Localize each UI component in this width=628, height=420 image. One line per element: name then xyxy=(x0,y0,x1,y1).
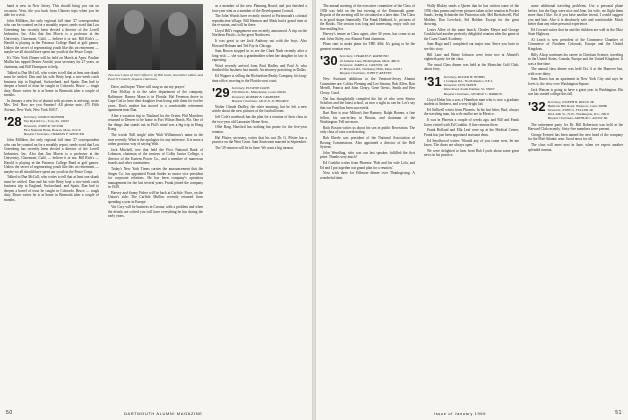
class-officers: Secretary, CHARLES F. RAYMOND 16 Jenkins Lane, Birmingham, Mich. 48010 Treasurer, JAMES A. CANNON, JR. 47 Harvard Rd., Wellesley Hills, Mass. 02181 Bequest Chairman, JOHN F. REEVES xyxy=(339,54,402,76)
paragraph: The '29 reunion will be in June. We want a big turnout. xyxy=(215,145,295,150)
photo-caption: Two new Class of 1927 officers: (l) Bill Scott, newsletter editor, and Paul O'Connell, bequest chairman. xyxy=(108,73,203,82)
class-officers: Secretary, OSMUN SKINNER Van Dyk Rd Co., Troy, Pa. 16947 Treasurer, JOHN R. VICTOR First National Bank, Boston, Mass. 02110 Bequest Chairman, CHARLES F. SPENCER xyxy=(23,115,84,137)
paragraph: Lloyd Hill's engagement was recently announced. A trip on the Northern Pacific, to the great Northwest. xyxy=(212,28,307,38)
paragraph: The words 'Still single' after Walt Williamson's name in the note recently. What is the apologies for any inference. It is more a rather gracious way of saying Walt. xyxy=(108,133,203,147)
paragraph: Jeff Cole's notebook has the plan for a reunion of their class in the two-year old Lancaster Home Area. xyxy=(212,115,307,124)
right-page xyxy=(316,0,628,420)
class-31-header xyxy=(424,75,519,96)
paragraph: New Assistant additions to the Vermont-Jersey Alumni Committee are: Colfax Fleming and Lee Stearns, Bob Allen, Bart Merrill, Francis and John Cleary, Gene Oresic, Smith and Ben Cleary. Good. xyxy=(320,77,415,95)
class-year: '28 xyxy=(4,114,22,130)
paragraph: Frank Holland and Ella Leaf were up at the Medical Center, Frank has just been appointed assistant dean. xyxy=(424,128,519,137)
paragraph: as a member of the new Planning Board, and just finished a four-year stint as a member of the Development Council. xyxy=(212,4,307,13)
paragraph: Sam Hugo and I completed our major tour. Since you have to see this story. xyxy=(424,42,519,51)
paragraph: George Evenett has been named the new head of the company for the Mid-Atlantic area. Good news for all. xyxy=(528,132,623,142)
class-28-header xyxy=(4,115,99,136)
paragraph: Ed Conklin writes from Phoenix: 'Bob and his wife Lola, and Ed and I put together our grand plan for a reunion.' xyxy=(320,161,415,170)
left-column-3 xyxy=(212,4,307,406)
paragraph: Bill Lane and Bettie Johnson were front row at Ahmed's eightieth party for the class. xyxy=(424,52,519,62)
paragraph: John Wendling, who was our last speaker, fulfilled the first prize. Thanks very much! xyxy=(320,150,415,160)
paragraph: Dave, and hopes 'There will snag us out my prayer.' xyxy=(111,84,186,89)
page-number: 51 xyxy=(615,410,622,416)
person-head xyxy=(124,10,144,34)
right-column-3 xyxy=(528,4,623,406)
paragraph: Sam Brown stopped in to see the Clark Nash recently after a long visit — she was a grandmother when her daughter in law is expecting. xyxy=(212,49,307,63)
right-page-footer xyxy=(316,408,628,416)
left-page-footer xyxy=(0,408,312,416)
class-officers-photo xyxy=(108,4,203,70)
paragraph: The retirement party for Dr. Bill Robertson was held at the Harvard Club recently. Sixty-five members were present. xyxy=(528,122,623,132)
paragraph: Ed Wagner is selling the Richardson Realty Company, his long-time office, moving to the Florida west coast. xyxy=(212,74,307,83)
paragraph: Harvey's tenure as Class agent, after 30 years, has come to an end. John Oirley, our Alumni Fund chairman. xyxy=(320,32,415,41)
paragraph: Word recently arrived from Paul Hadley and Paul Jr. who finished the business last month. An attorney practicing in Dallas. xyxy=(212,63,307,73)
paragraph: John Milliken, the only regional full time '27 correspondent who can be counted on for a monthly report, sends word that Lou Greenberg has recently been elected a director of the Lovell Industries, Inc. Also that Jim Morris is a professor at the University, Claremont, Calif. — believe it or not. Bill Rich's — Harold is playing in the Potomac College Band at golf games. Unless the secret of regenerating youth like this on retirement — maybe we all should have spent our youth in the Peace Corps. xyxy=(4,18,99,55)
paragraph: John Milliken, the only regional full time '27 correspondent who can be counted on for a monthly report, sends word that Lou Greenberg has recently been elected a director of the Lovell Industries, Inc. Also that Jim Morris is a professor at the University, Claremont, Calif. — believe it or not. Bill Rich's — Harold is playing in the Potomac College Band at golf games. Unless the secret of regenerating youth like this on retirement — maybe we all should have spent our youth in the Peace Corps. xyxy=(4,138,99,174)
issue-date: Issue of January 1969 xyxy=(434,411,486,416)
class-year: '29 xyxy=(212,85,230,101)
left-page xyxy=(0,0,312,420)
paragraph: The John Woods have recently moved to Portsmouth's colonial reproduction village. Bill Harmon and Mark had a grand time at the re-union, and will be there. xyxy=(212,14,307,28)
paragraph: It was in Phoenix a couple of weeks ago, and Bill and Frank Jones visited with Ed Conklin. A fine reunion there. xyxy=(424,118,519,127)
class-year: '30 xyxy=(320,53,338,69)
paragraph: We were delighted to hear from Bob Lynch about some great news in his practice. xyxy=(424,148,519,158)
paragraph: Bob Eberle was president of the National Association of Boxing Commissions. Also appointed a director of the Bell System. xyxy=(320,136,415,150)
paragraph: Al Leach is now president of the Commerce Chamber of Commerce of Northern Colorado, Europe and the United Kingdom. xyxy=(528,37,623,51)
paragraph: It's 'New York Dinner will be held on March at Apex. Pauline Mullin has tapped Dexter Arnold, your secretary for 27 years, as chairman, and Bill Thompson to help. xyxy=(4,55,99,69)
left-column-2 xyxy=(108,4,203,406)
paragraph: Ed Coward writes that he and the children are well in the Ohio State Highway. xyxy=(528,27,623,37)
paragraph: After a vacation trip to Thailand for the Orient, Phil Marchese returned to Denver to be home in Fort Wilton Beach, Fla. One of the things that stands out in Phil's mind was a big trip in Hong Kong. xyxy=(108,113,203,132)
left-column-1 xyxy=(4,4,99,406)
class-30-header xyxy=(320,54,415,75)
class-officers: Secretary, EUGENE DAVIS 330 Main St., Manchester, Conn. 06040 Treasurer, ROBERT B. CRABTREE Bequest Chairman, JACK D. SCHWARTZ xyxy=(231,86,289,103)
paragraph: Jack Watson is going to have a great year in Washington. His son has started college this fall. xyxy=(528,87,623,97)
paragraph: Sam Harris has an apartment in New York City and says he loves it, the view over Washington Square. xyxy=(528,77,623,86)
paragraph: Bart Burr is now Milton's fine Ramsey. Ralph Bonner, a fine fellow, his son-in-law in Boston, and chairman of the Washington. Tell me more. xyxy=(320,111,415,125)
class-year: '32 xyxy=(528,98,546,114)
person-head xyxy=(168,12,188,36)
paragraph: Billy Alsop continues his career in Christian Science, traveling to the United States, Canada, Europe and the United Kingdom. It was a fine time. xyxy=(528,52,623,66)
paragraph: The usual Class dinner was held at the Montclair Golf Club, about forty. xyxy=(424,62,519,72)
right-column-2 xyxy=(424,4,519,406)
paragraph: Don McKay is in the sales department of the company, Baltimore. Barney Mann is in Florida. Hal Freeman drove to Cape Cod to have their daughter Jean living with them for twelve years. Don's mother has moved to a comfortable retirement apartment near Dan. xyxy=(108,90,203,113)
paragraph: Lester Allen of the same bunch, Charles Meyer and George Conklin had another perfectly delightful reunion after the game at the Coast Guard Academy. xyxy=(424,27,519,41)
paragraph: Plans start to make plans for THE 40th. It's going to be the greatest reunion ever. xyxy=(320,42,415,51)
paragraph: Wally Blakey sends a Queen that he has written some of the 1930 class poems and even pictures taken at the reunion at Pocket Sands. Irving Schnieder the Princeton side, Mel Birdschwell, Phil Molden, Don Lovelock, Sid Holden. Except for the great showing. xyxy=(424,4,519,26)
paragraph: The annual meeting of the executive committee of the Class of 1930 was held on the last evening of the Dartmouth game. Reports of the meeting will be circulated at a later date. The Class is in good shape financially. The Frank Hubbard, Jr., pictures of the Books. The session was long and interesting, enjoy with our fine mailing list. xyxy=(320,4,415,31)
class-32-header xyxy=(528,100,623,121)
paragraph: Talked to Dan McColl, who writes to tell that at least one skunk must be settled. Dan and his wife Betty kept a two-week catch business trip to England, Switzerland, and Spain. Dan had to deepen a barrel of trout he caught in Colorado. Bruce — tough duty, Bruce writes he is at home in Bermuda after a couple of months. xyxy=(4,70,99,98)
class-year: '31 xyxy=(424,73,442,89)
paragraph: It was great to see Jack Anthony out with the boys. Also Howard Holman and Ted Fay in Chicago. xyxy=(212,39,307,48)
paragraph: Nat has thoughtfully compiled the list of who were Senior Scholars and the latest school, as nice a sight as can be. Let's say that our Fund has been successful. xyxy=(320,96,415,110)
paragraph: Today's New York Times carries the announcement that the Singer Co. has appointed Frank Snider as senior vice president for corporate relations. He has been company's operation management for the last several years. Frank joined the company in 1929. xyxy=(108,167,203,190)
paragraph: Lloyd Eldon has a son, a Hamilton man who is now a graduate student at Amherst, and a very bright lad. xyxy=(424,97,519,107)
paragraph: Ed Smallwood writes: 'Should any of you come west, let me know. The doors are always open.' xyxy=(424,138,519,148)
paragraph: band is new in New Jersey. This should bring you out on occasion. Vern, tile you back from Chinese trips when you be able for a visit. xyxy=(4,4,99,17)
paragraph: Ollie Barg, Hartford has nothing but praise for the five-year reunion. xyxy=(212,125,307,134)
paragraph: Ruth Boston writes us about his son in public Recreation. The only class of ours worth noting. xyxy=(320,125,415,135)
paragraph: The annual class dinner was held Oct. 6 at the Hanover Inn, with over thirty. xyxy=(528,67,623,76)
class-29-header xyxy=(212,86,307,103)
paragraph: Talked to Dan McColl, who writes to tell that at least one skunk must be settled. Dan and his wife Betty kept a two-week catch business trip to England, Switzerland, and Spain. Dan had to deepen a barrel of trout he caught in Colorado. Bruce — tough duty, Bruce writes he is at home in Bermuda after a couple of months. xyxy=(4,175,99,202)
paragraph: Walter Claude Dudley, the other morning, but he left a new article about the new pictures of the football team. xyxy=(212,104,307,114)
paragraph: Hal Pfister, secretary, writes that his son Dr. G. Pfister has a practice on the West Coast. Sam Sturtevant married in September. xyxy=(212,135,307,144)
paragraph: Jack Mitchell, tree that held the First National Bank of Lebanon, chairman of the trustees of Colby Junior College, a director of the Eastern Power Co., and a member of numerous boards and other committees. xyxy=(108,147,203,166)
paragraph: Ed Stillwell writes from Phoenix. In his last letter, Bud, always the traveling man, his wife and he are in Mexico. xyxy=(424,107,519,117)
paragraph: Now wish there for Fillmore dinner over Thanksgiving. A wonderful time. xyxy=(320,171,415,180)
paragraph: The class will meet next in June, when we expect another splendid turnout. xyxy=(528,143,623,152)
paragraph: Harvey and Sonny Fisher will be back at Carlisle. Fiore, on the Union's side; The Carlisle Mullins recently returned from spending a year in Europe. xyxy=(108,190,203,204)
magazine-title: DARTMOUTH ALUMNI MAGAZINE xyxy=(124,411,203,416)
paragraph: Vin Cory will be business in Corona, with a problem and when the details are solved you will have everything he has during the early years. xyxy=(108,205,203,219)
right-column-1 xyxy=(320,4,415,406)
class-officers: Secretary, ROGER H. HOBBS 1 Campus Rd., North Rustico, P.E.I. Treasurer, DON SMITH Ware Road, South Panther, Vt. 05067 Bequest Chairman, GEORGE C. BARRON xyxy=(443,74,502,96)
paragraph: some additional traveling problems. Use a personal plane before, but the flags were nice and Jane, his wife, we flight them more than I like. So if you have another friend, I would suggest you and him. Also it is absolutely safe and comfortable. Much better than any other personal experience. xyxy=(528,4,623,26)
page-number: 50 xyxy=(6,410,13,416)
paragraph: In January a new list of alumni with pictures is arriving, wrote Mrs. Ted. How are you Fannies? All please note, 475 Fifth Avenue, New York, New York 10017. xyxy=(4,98,99,112)
class-officers: Secretary, JOSEPH B. ROLLE JR. Hemlock Hill Road, Westport, Conn. 06880 Treasurer, JOHN G. FULLER JR. 2614 44th St., N.W., Washington, D.C. 20011 Bequest Chairman, ARTHUR C. ALLEN JR. xyxy=(547,99,610,121)
